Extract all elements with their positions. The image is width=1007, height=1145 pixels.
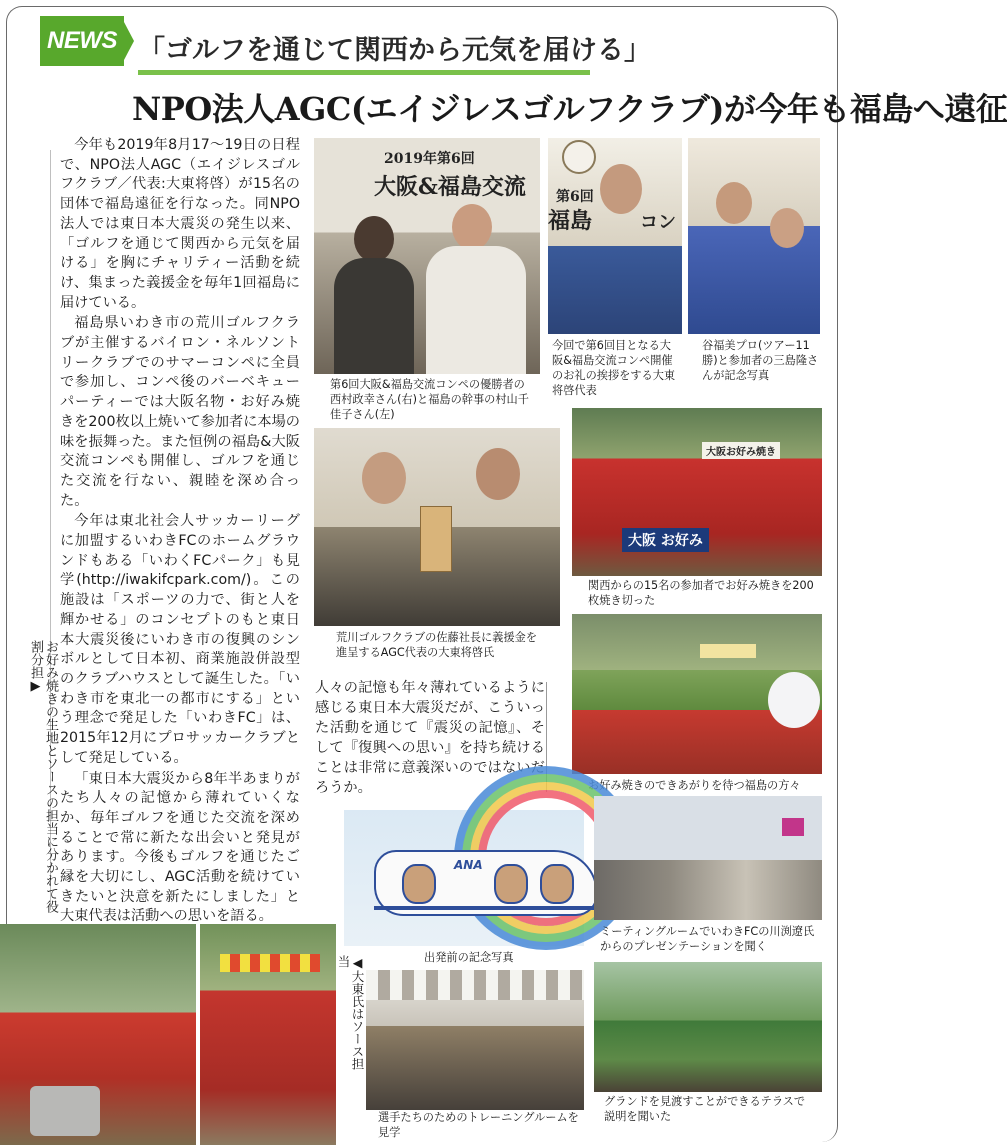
person-figure	[600, 164, 642, 214]
photo-cooking-left	[0, 924, 196, 1145]
photo-cooking-center	[200, 924, 336, 1145]
article-paragraph: 福島県いわき市の荒川ゴルフクラブが主催するバイロン・ネルソントリークラブでのサマーコンペに全員で参加し、コンペ後のバーベキューパーティーでは大阪名物・お好み焼きを200枚以上焼いて参加者に本場の味を振舞った。また恒例の福島&大阪交流コンペも開催し、ゴルフを通じた交流を行ない、親睦を深め合った。	[60, 315, 300, 509]
caption-pro: 谷福美プロ(ツアー11勝)と参加者の三島隆さんが記念写真	[702, 339, 819, 382]
person-figure	[426, 246, 526, 374]
caption-group: 関西からの15名の参加者でお好み焼きを200枚焼き切った	[588, 579, 814, 607]
title-underline	[138, 70, 590, 75]
photo-departure	[344, 810, 584, 946]
photo-banner-text: 大阪お好み焼き	[702, 442, 780, 459]
person-figure	[452, 204, 492, 250]
caption-donation: 荒川ゴルフクラブの佐藤社長に義援金を進呈するAGC代表の大東将啓氏	[336, 631, 538, 659]
person-figure	[770, 208, 804, 248]
news-badge: NEWS	[40, 16, 124, 66]
caption-terrace: グランドを見渡すことができるテラスで説明を聞いた	[604, 1095, 806, 1123]
screen-shape	[782, 818, 804, 836]
photo-banner-text: コン	[640, 212, 676, 233]
caption-speech: 今回で第6回目となる大阪&福島交流コンペ開催のお礼の挨拶をする大東将啓代表	[552, 339, 676, 397]
photo-speech	[548, 138, 682, 334]
pot-shape	[30, 1086, 100, 1136]
tent-shape	[220, 954, 320, 972]
photo-terrace	[594, 962, 822, 1092]
person-figure	[476, 448, 520, 500]
airplane-stripe	[374, 906, 594, 910]
ceiling-lights	[366, 970, 584, 1000]
photo-donation	[314, 428, 560, 626]
caption-departure: 出発前の記念写真	[424, 951, 514, 964]
headline-title: NPO法人AGC(エイジレスゴルフクラブ)が今年も福島へ遠征	[132, 90, 1007, 128]
headline-subtitle: 「ゴルフを通じて関西から元気を届ける」	[138, 35, 651, 66]
photo-meeting	[594, 796, 822, 920]
audience-shape	[594, 860, 822, 920]
window-portrait	[494, 864, 528, 904]
tent-shape	[700, 644, 756, 658]
window-portrait	[540, 864, 574, 904]
caption-meeting: ミーティングルームでいわきFCの川渕遼氏からのプレゼンテーションを聞く	[600, 925, 815, 953]
quote-divider	[546, 682, 547, 792]
person-figure	[362, 452, 406, 504]
photo-banner-text: 2019年第6回	[384, 151, 475, 167]
photo-banner-text: 第6回	[556, 189, 594, 205]
photo-group	[572, 408, 822, 576]
article-paragraph: 「東日本大震災から8年半あまりがたち人々の記憶から薄れていくなか、毎年ゴルフを通じた交流を深めることで常に新たな出会いと発見があります。今後もゴルフを通じたご縁を大切にし、AGC活動を続けていきたいと決意を新たにしました」と大東代表は活動への思いを語る。	[60, 770, 300, 925]
caption-winners: 第6回大阪&福島交流コンペの優勝者の西村政幸さん(右)と福島の幹事の村山千佳子さん(左)	[330, 378, 529, 421]
photo-banner-text: 福島	[548, 208, 593, 234]
pull-quote: 人々の記憶も年々薄れているように感じる東日本大震災だが、こういった活動を通じて『震災の記憶』、そして『復興への思い』を持ち続けることは非常に意義深いのではないだろうか。	[315, 680, 545, 796]
clock-icon	[562, 140, 596, 174]
window-portrait	[402, 864, 436, 904]
photo-waiting	[572, 614, 822, 774]
person-figure	[334, 258, 414, 374]
donation-box	[420, 506, 452, 572]
person-figure	[354, 216, 394, 262]
side-note-left: お好み焼きの生地とソースの担当に分かれて役割分担▶	[28, 640, 58, 913]
photo-winners	[314, 138, 540, 374]
article-paragraph: 今年は東北社会人サッカーリーグに加盟するいわきFCのホームグラウンドもある「いわくFCパーク」も見学(http://iwakifcpark.com/)。この施設は「スポーツの力で、街と人を輝かせる」のコンセプトのもと東日本大震災後にいわき市の復興のシンボルとして日本初、商業施設併設型のクラブハウスとして誕生した。「いわき市を東北一の都市にする」という理念で発足した「いわきFC」は、2015年12月にプロサッカークラブとして発足している。	[60, 513, 300, 766]
caption-training: 選手たちのためのトレーニングルームを見学	[378, 1111, 579, 1139]
photo-banner-text: 大阪 お好み	[622, 528, 709, 552]
caption-waiting: お好み焼きのできあがりを待つ福島の方々	[588, 779, 801, 792]
side-note-bottom: ◀大東氏はソース担当	[336, 955, 365, 1070]
person-figure	[716, 182, 752, 224]
photo-banner-text: 大阪&福島交流	[374, 174, 526, 200]
article-paragraph: 今年も2019年8月17〜19日の日程で、NPO法人AGC（エイジレスゴルフクラブ／代表:大東将啓）が15名の団体で福島遠征を行なった。同NPO法人では東日本大震災の発生以来、「ゴルフを通じて関西から元気を届ける」を胸にチャリティー活動を続け、集まった義援金を毎年1回福島に届けている。	[60, 137, 300, 311]
photo-pro	[688, 138, 820, 334]
airline-logo-text: ANA	[454, 858, 483, 872]
article-body	[60, 136, 300, 927]
fan-shape	[768, 672, 820, 728]
photo-training	[366, 970, 584, 1110]
